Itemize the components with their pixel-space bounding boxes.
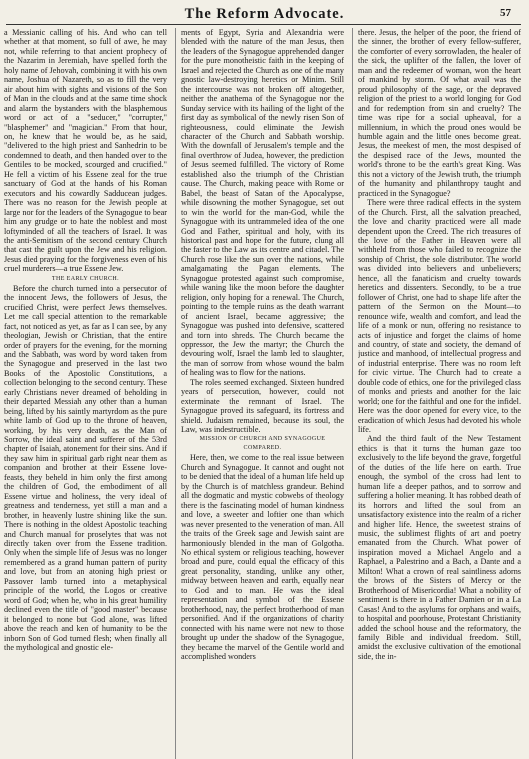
masthead-title: The Reform Advocate. <box>184 6 345 22</box>
column-divider <box>175 28 176 759</box>
section-heading: THE EARLY CHURCH. <box>51 275 120 282</box>
paragraph: And the third fault of the New Testament ethics is that it turns the human gaze too exclusively to the life beyond the grave, forgetful of the duties of the life here on earth. True enough, the symbol of the cross had lent to human life a deeper pathos, and to sorrow and suffering a holier meaning. It has robbed death of its horrors and lifted the soul from an unsatisfactory existence into the realm of a richer and higher life. Hence, the sweetest strains of music, the sublimest flights of art and poetry emanated from the Church. What power of inspiration moved a Michael Angelo and a Raphael, a Palestrino and a Bach, a Dante and a Milton! What a crown of real saintliness adorns the brows of the Sisters of Mercy or the Brotherhood of Misericordia! What a nobility of sentiment is there in a Father Damien or in a La Casas! And to the asylums for orphans and waifs, to hospital and poorhouse, Protestant Christianity added the school house and the reformatory, the family Bible and individual freedom. Still, amidst the exclusive cultivation of the emotional side, the in- <box>358 434 521 661</box>
paragraph: a Messianic calling of his. And who can tell whether at that moment, so full of awe, he may not, while referring to that ancient prophecy of the Nazarim in Jeremiah, have spelled forth the holy name of Jehovah, combining it with his own name, Joshua of Nazareth, so as to fill the very air about him with sights and visions of the Son of Man in the clouds and at the same time shock and alarm the bystanders with the blasphemous word or act of a "seducer," "corrupter," "blasphemer" and "magician." From that hour, on, he knew that he would be, as he said, "delivered to the high priest and Sanhedrin to be condemned to death, and then handed over to the Gentiles to be mocked, scourged and crucified." He fell a victim of his Essene zeal for the true sanctuary of God at the hands of his Roman executors and his cowardly Sadducean judges. There was no reason for the Jewish people at large nor for the leaders of the Synagogue to bear him any grudge or to hate the noblest and most loftyminded of all the teachers of Israel. It was the anti-Semitism of the second century Church that cast the guilt upon the Jew and his religion. Jesus died praying for the forgiveness even of his cruel murderers—a true Essene Jew. <box>4 28 167 274</box>
paragraph: there. Jesus, the helper of the poor, the friend of the sinner, the brother of every fellow-sufferer, the comforter of every sorrowladen, the healer of the sick, the uplifter of the fallen, the lover of man and the redeemer of woman, won the heart of mankind by storm. Of what avail was the proud philosophy of the sage, or the depraved religion of the priest to a world longing for God and for redemption from sin and cruelty? The time was ripe for a social upheaval, for a millennium, in which the proud ones would be humble again and the little ones become great. Jesus, the meekest of men, the most despised of the despised race of the Jews, mounted the world's throne to be the earth's great King. Was this not a victory of the Jewish truth, the triumph of the humanity and philanthropy taught and practiced in the Synagogue? <box>358 28 521 198</box>
paragraph: Before the church turned into a persecutor of the innocent Jews, the followers of Jesus, the crucified Christ, were perfect Jews themselves. Let me call special attention to the remarkable fact, not noticed as yet, as far as I can see, by any theologian, Jewish or Christian, that the entire order of prayers for the evening, for the morning and the Sabbath, was word by word taken from the Synagogue and preserved in the last two Books of the Apostolic Constitutions, a collection belonging to the second century. These early Christians never dreamed of beholding in their departed Messiah any other than a human being, lifted by his saintly martyrdom as the pure white lamb of God up to the throne of heaven, working, by his very death, as the Man of Sorrow, the ideal saint and sufferer of the 53rd chapter of Isaiah, atonement for their sins. And if they saw him in spiritual garb right near them as companion and brother at their Essene love-feasts, they beheld in him only the first among the children of God, the embodiment of all Essene virtue and holiness, the very ideal of greatness and tenderness, yet still a man and a brother, in heavenly lustre shining like the sun. There is nothing in the oldest Apostolic teaching and Church manual for proselytes that was not directly taken over from the Essene tradition. Only when the simple life of Jesus was no longer remembered as a grand human pattern of purity and love, but from an atoning high priest or Passover lamb turned into a metaphysical principle of the world, the Logos or creative word of God; when he, who in his great humility declined even the title of "good master" because it belonged to none but God alone, was lifted above the reach and ken of humanity to be the inborn Son of God turned flesh; when finally all the mythological and gnostic ele- <box>4 283 167 652</box>
column-divider <box>352 28 353 759</box>
paragraph: The roles seemed exchanged. Sixteen hundred years of persecution, however, could not exterminate the remnant of Israel. The Synagogue proved its safeguard, its fortress and shield. Judaism remained, because its soul, the Law, was indestructible. <box>181 377 344 435</box>
column-1 <box>4 28 167 759</box>
section-heading: MISSION OF CHURCH AND SYNAGOGUE COMPARED. <box>199 436 326 452</box>
paragraph: Here, then, we come to the real issue between Church and Synagogue. It cannot and ought not to be denied that the ideal of a human life held up by the Church is of matchless grandeur. Behind all the dogmatic and mystic cobwebs of theology there is the fascinating model of human kindness and love, a sweeter and loftier one than which was never presented to the veneration of man. All the traits of the Greek sage and Jewish saint are harmoniously blended in the man of Golgotha. No ethical system or religious teaching, however broad and pure, could equal the efficacy of this great personality, standing, unlike any other, midway between heaven and earth, equally near to God and to man. He was the ideal representation and symbol of the Essene brotherhood, nay, the perfect brotherhood of man personified. And if the organizations of charity connected with his name were not new to those brought up under the shadow of the Synagogue, they became the marvel of the Gentile world and accomplished wonders <box>181 453 344 661</box>
header-rule <box>6 24 521 25</box>
article-columns <box>4 28 525 759</box>
page-number: 57 <box>500 7 511 19</box>
column-3 <box>358 28 521 759</box>
page-header <box>0 4 529 24</box>
paragraph: There were three radical effects in the system of the Church. First, all the salvation preached, the love and charity practiced were all made dependent upon the Creed. The rich treasures of the love of the Father in Heaven were all withheld from those who failed to recognize the sonship of Christ, the sole distributor. The world was divided into believers and unbelievers; hence, all the fanaticism and cruelty towards heretics and dissenters. Secondly, to be a true follower of Christ, one had to shape life after the pattern of the Sermon on the Mount—to renounce wife, wealth and comfort, and lead the life of a monk or nun, offering no resistance to acts of injustice and forget the claims of home and country, of state and society, the demand of justice and manhood, of intellectual progress and of industrial enterprise. There was no room left for civic virtue. The Church had to create a double code of ethics, one for the privileged class of monks and priests and another for the laic world; one for the faithful and one for the infidel. Here was the door opened for every vice, to the eradication of which Jesus had devoted his whole life. <box>358 198 521 435</box>
column-2 <box>181 28 344 759</box>
paragraph: ments of Egypt, Syria and Alexandria were blended with the nature of the man Jesus, then the leaders of the Synagogue apprehended danger for the pure monotheistic faith in the keeping of Israel and rejected the Church as one of the many gnostic law-destroying heretics or Minim. Still the intercourse was not broken off altogether, neither the anathema of the Synagogue nor the Sunday service with its hailing of the light of the first day as symbolical of the newly risen Son of righteousness, could eliminate the Jewish character of the Church and Sabbath worship. With the downfall of Jerusalem's temple and the final overthrow of Judea, however, the prediction of Jesus seemed fulfilled. The victory of Rome established also the triumph of the Christian cause. The Church, making peace with Rome or Babel, the beast of Satan of the Apocalypse, while disowning the mother Synagogue, set out to win the world for the man-God, while the Synagogue with its untrammeled idea of the one God and Father, spiritual and holy, with its historical past and hope for the future, clung all the faster to the Law as its centre and citadel. The Church rose like the sun over the nations, while amalgamating the Pagan elements. The Synagogue protested against such compromise, while waning like the moon before the daughter religion, only hoping for a renewal. The Church, pointing to the temple ruins as the death warrant of ancient Israel, became aggressive; the Synagogue was pushed into defensive, scattered and torn into shreds. The Church became the oppressor, the Jew the martyr; the Church the devouring wolf, Israel the lamb led to slaughter, the man of sorrow from whose wound the balm of healing was to flow for the nations. <box>181 28 344 378</box>
